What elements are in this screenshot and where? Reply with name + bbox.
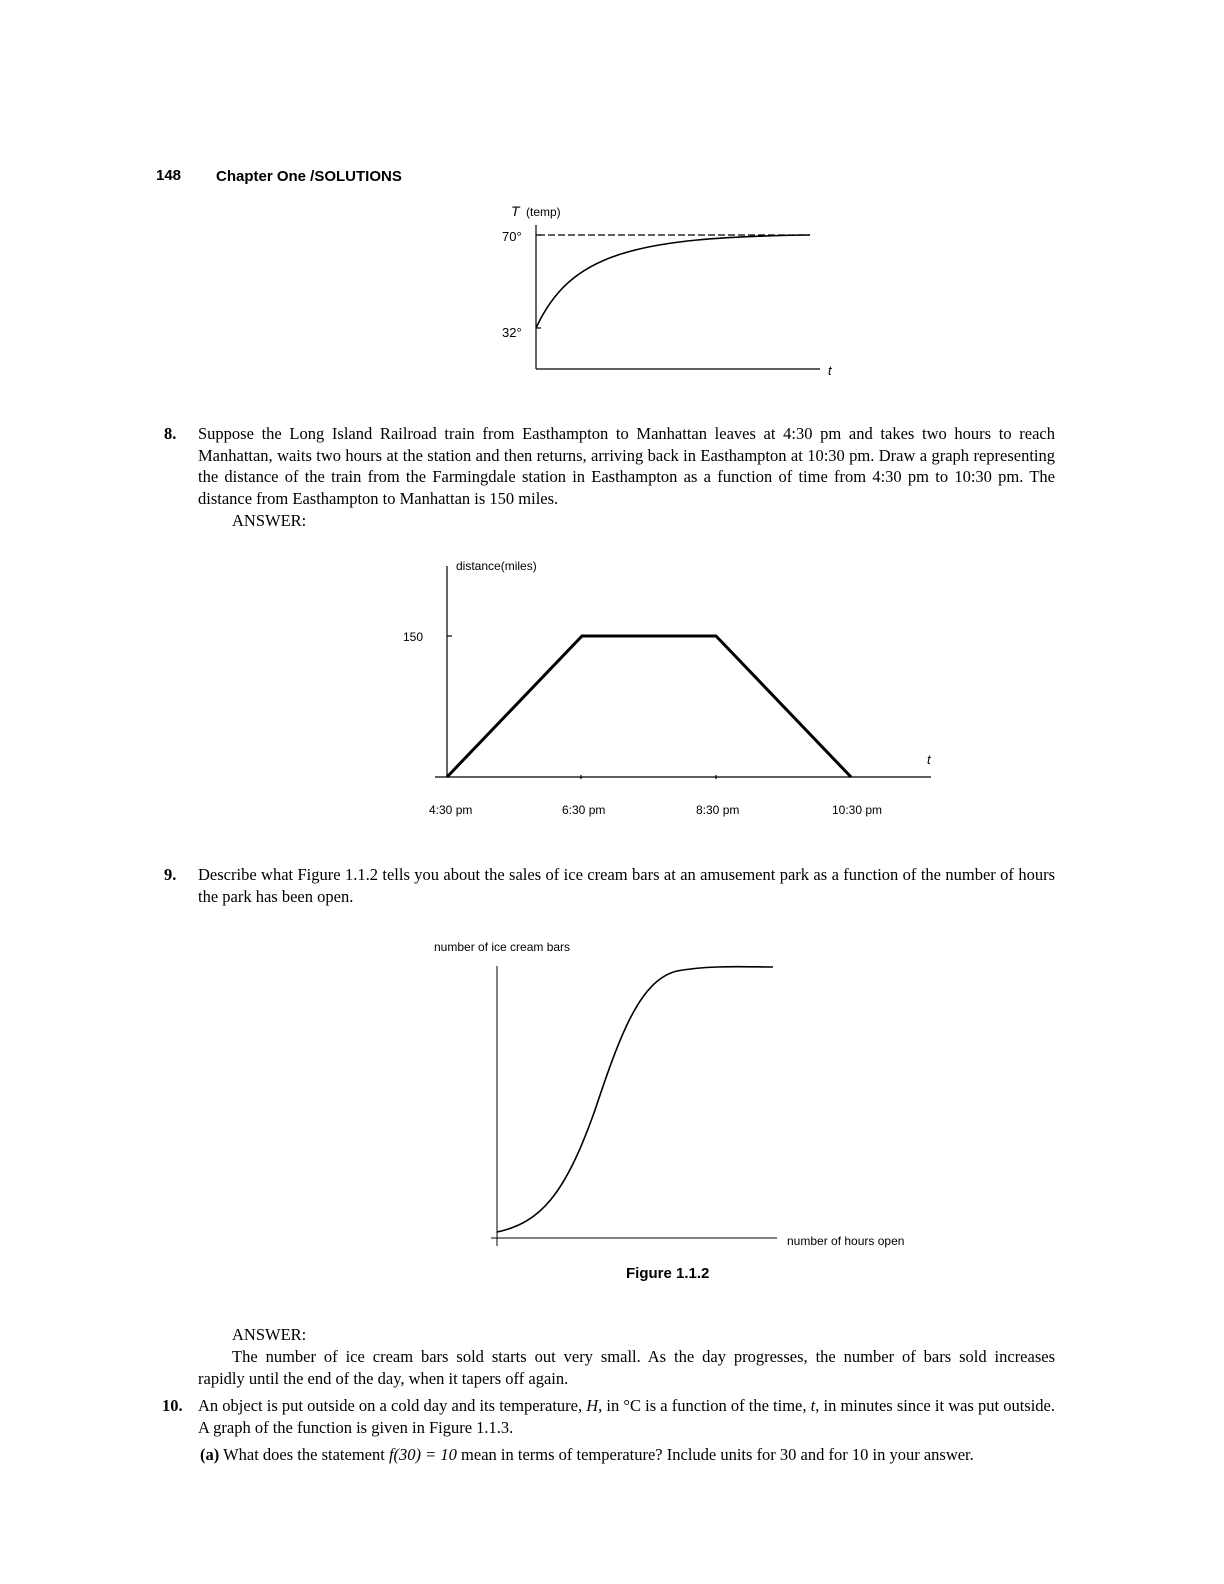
icecream-y-label: number of ice cream bars [434,940,571,954]
problem-8 [164,423,1055,509]
train-tick-1030-label: 10:30 pm [832,803,883,817]
problem-10-number: 10. [162,1396,183,1415]
temp-tick-70: 70° [502,229,522,244]
var-t: t [810,1396,816,1415]
train-distance-line [447,636,851,777]
temp-tick-32: 32° [502,325,522,340]
answer-9-line-1: The number of ice cream bars sold starts out very small. As the day progresses, the number of bars sold increases [232,1347,1055,1366]
temp-y-label: (temp) [526,205,561,219]
problem-8-answer-label: ANSWER: [232,511,307,530]
problem-10-text: An object is put outside on a cold day and its temperature, H, in °C is a function of the time, t, in minutes since it was put outside. A graph of the function is given in Figure 1.1.3. [198,1396,1055,1437]
train-distance-graph [395,550,955,830]
icecream-x-label: number of hours open [787,1234,905,1248]
temp-y-var: T [511,203,520,219]
temperature-graph [480,195,860,385]
icecream-curve [497,967,773,1232]
train-tick-430: 4:30 pm [429,803,473,817]
problem-9 [164,864,1055,907]
train-tick-150: 150 [403,630,424,644]
part-a-math: f(30) = 10 [388,1445,457,1464]
temp-curve [536,235,810,328]
figure-caption: Figure 1.1.2 [626,1265,710,1282]
train-tick-830-label: 8:30 pm [696,803,740,817]
train-y-label: distance(miles) [456,559,537,573]
problem-8-number: 8. [164,424,177,443]
answer-9-label: ANSWER: [232,1325,307,1344]
var-h: H [586,1396,599,1415]
problem-10-part-a [200,1444,974,1466]
train-x-label: t [927,752,931,767]
running-title: Chapter One /SOLUTIONS [216,168,402,185]
problem-9-text: Describe what Figure 1.1.2 tells you about the sales of ice cream bars at an amusement park as a function of the number of hours the park has been open. [198,865,1055,906]
ice-cream-graph [425,935,915,1255]
problem-10 [162,1395,1055,1438]
page-number: 148 [156,167,182,184]
temp-x-label: t [828,363,832,378]
part-a-text-1: What does the statement [223,1445,389,1464]
problem-8-text: Suppose the Long Island Railroad train from Easthampton to Manhattan leaves at 4:30 pm and takes two hours to reach Manhattan, waits two hours at the station and then returns, arriving back in Easthampton at 10:30 pm. Draw a graph representing the distance of the train from the Farmingdale station in Easthampton as a function of time from 4:30 pm to 10:30 pm. The distance from Easthampton to Manhattan is 150 miles. [198,424,1055,508]
part-a-text-2: mean in terms of temperature? Include units for 30 and for 10 in your answer. [456,1445,974,1464]
train-tick-630-label: 6:30 pm [562,803,606,817]
problem-9-number: 9. [164,865,177,884]
part-a-label: (a) [200,1445,220,1464]
answer-9-line-2: rapidly until the end of the day, when it tapers off again. [198,1369,569,1388]
